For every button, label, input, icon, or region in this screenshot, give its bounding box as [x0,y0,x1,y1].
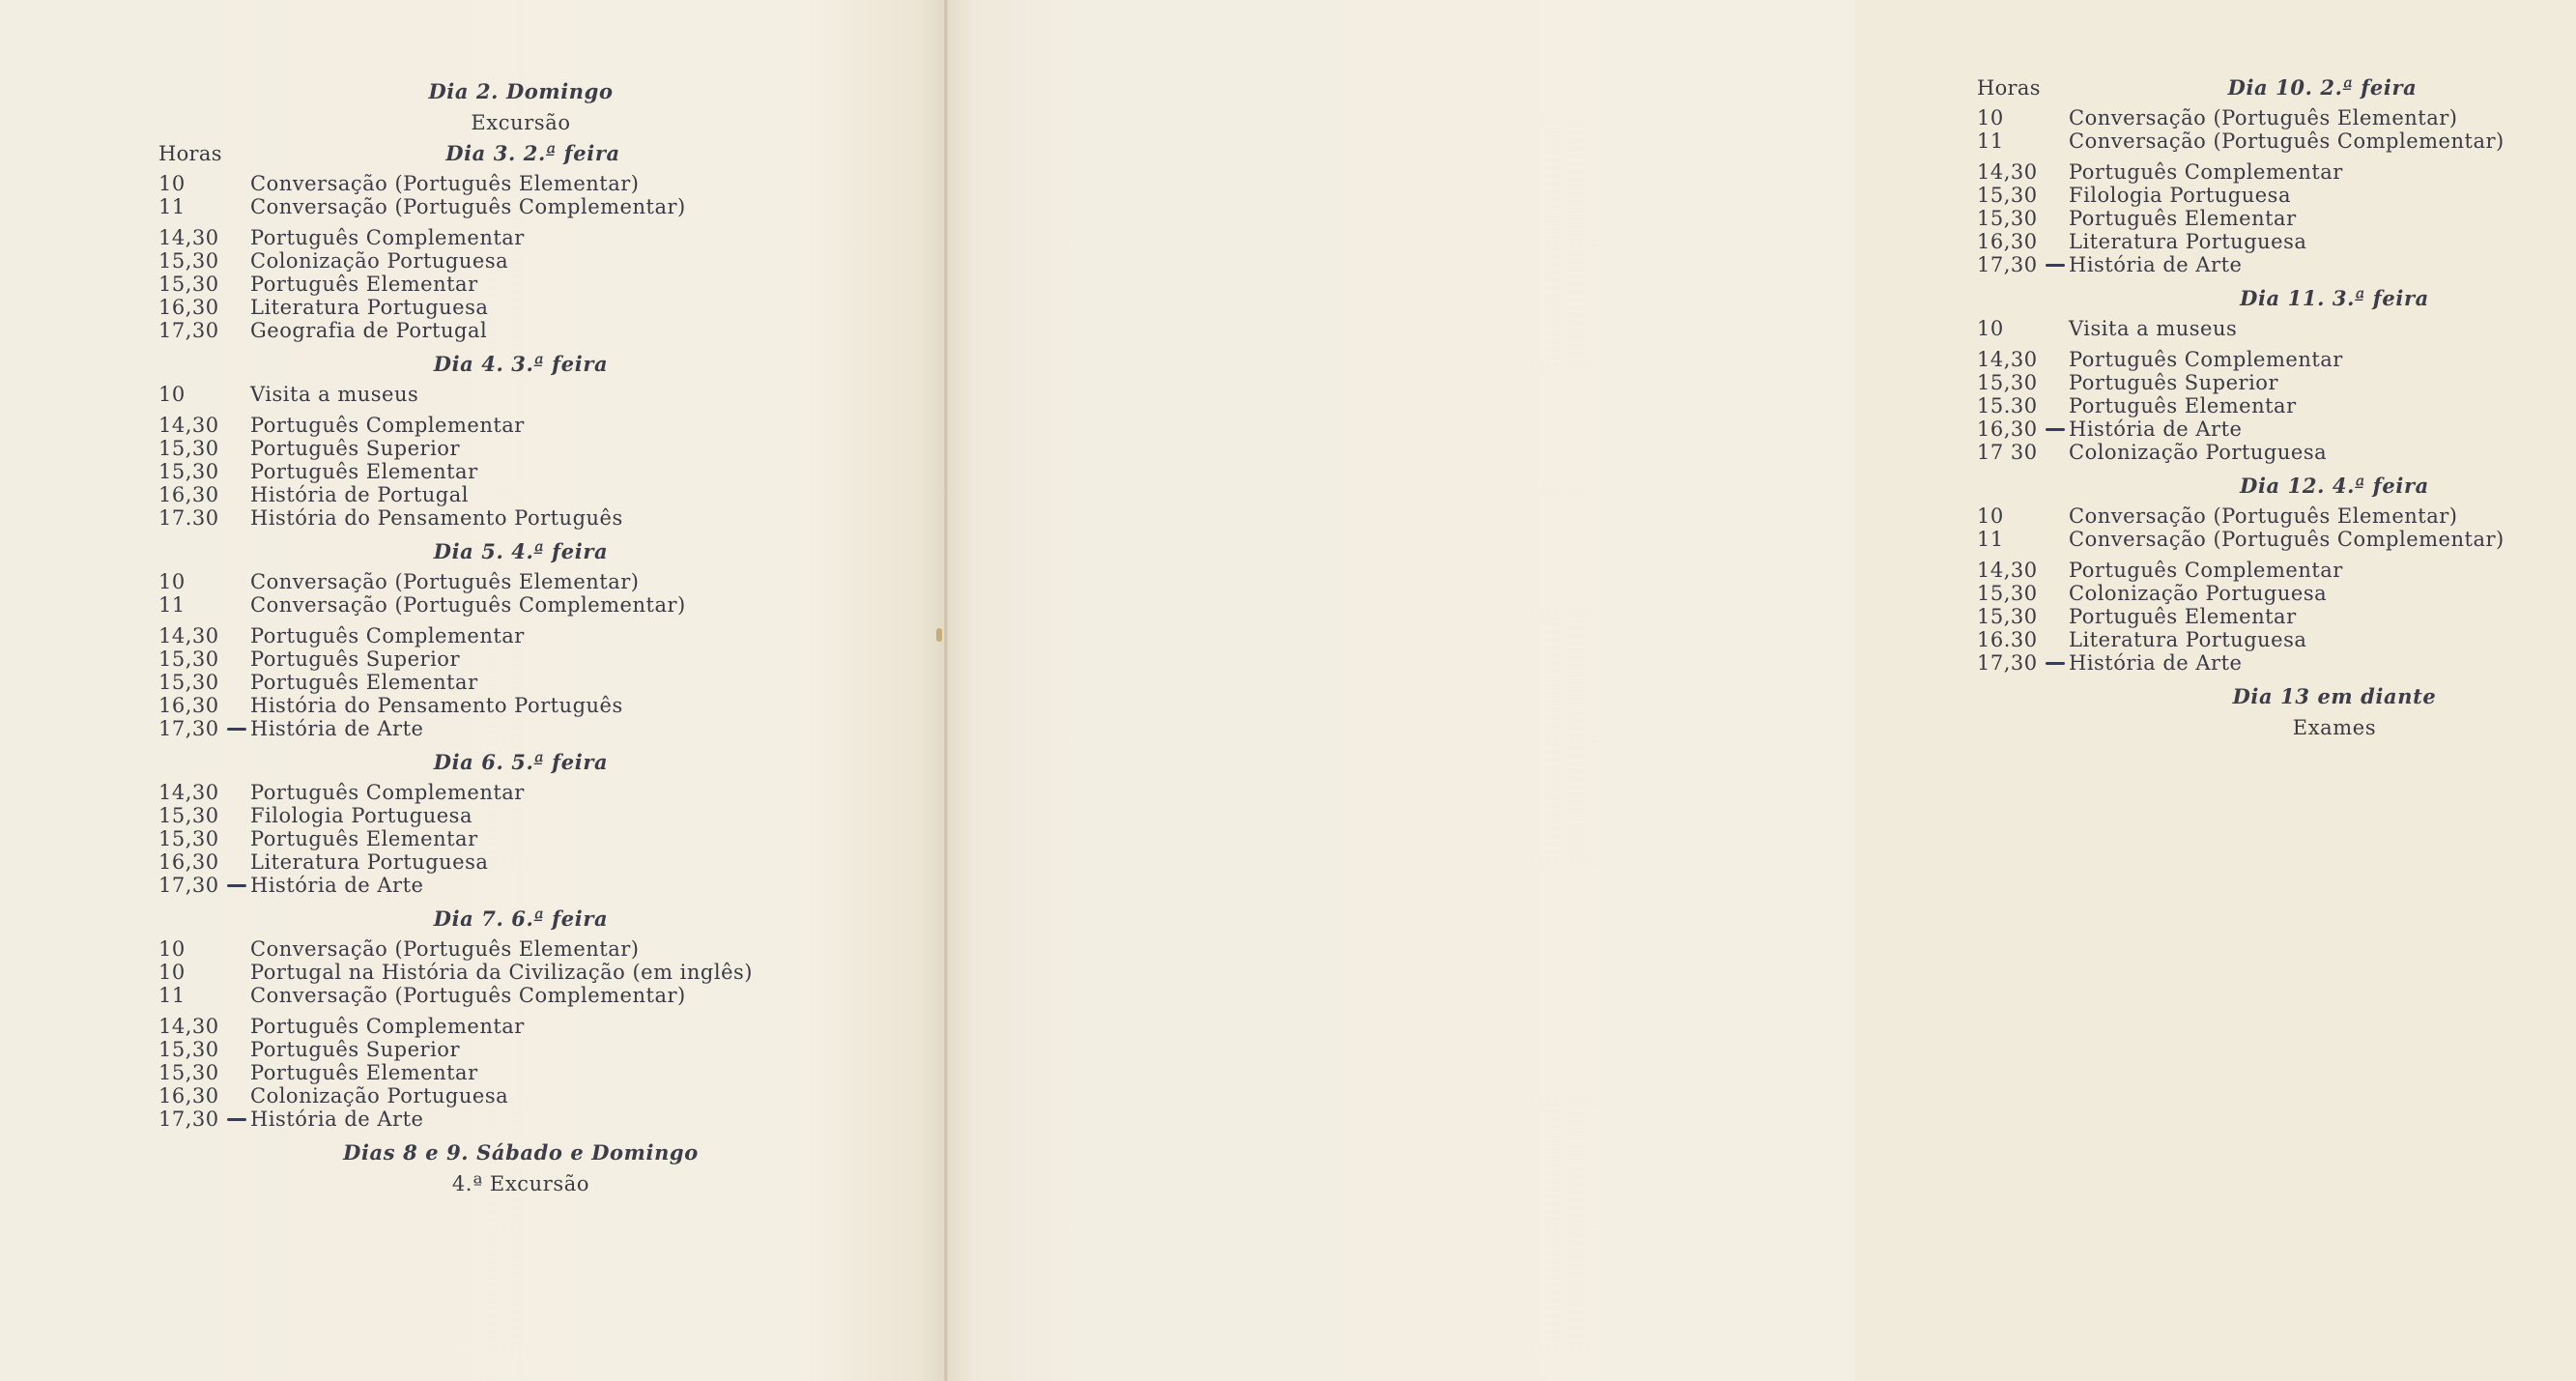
subject-cell: Português Complementar [2069,559,2343,582]
time-cell: 10 [158,172,186,195]
time-cell: 15.30 [1977,394,2038,417]
day-note: Excursão [471,111,571,134]
schedule-row [158,1084,816,1108]
pen-mark [2046,662,2065,665]
schedule-row [1977,253,2576,276]
subject-cell: Português Elementar [250,460,478,483]
schedule-group [158,1015,816,1131]
time-cell: 15,30 [158,827,219,850]
day-heading: Dia 7. 6.ª feira [433,906,609,931]
subject-cell: Literatura Portuguesa [2069,230,2307,253]
subject-cell: Português Elementar [250,1061,478,1084]
schedule-row [158,414,816,437]
schedule-row [158,1108,816,1131]
pen-mark [227,728,246,731]
time-cell: 17,30 [1977,253,2038,276]
schedule-row [1977,160,2576,184]
day-note: Exames [2292,716,2377,739]
day-heading: Dia 2. Domingo [428,79,614,103]
schedule-row [158,827,816,850]
time-cell: 16,30 [158,1084,219,1108]
schedule-row [158,937,816,961]
schedule-row [1977,441,2576,464]
schedule-row [1977,317,2576,340]
time-cell: 16,30 [1977,417,2038,441]
subject-cell: História do Pensamento Português [250,694,623,717]
subject-cell: Português Superior [250,1038,460,1061]
schedule-row [158,506,816,530]
time-cell: 17,30 [158,1108,219,1131]
subject-cell: Português Elementar [2069,394,2297,417]
day-heading: Dia 3. 2.ª feira [445,141,620,165]
time-cell: 10 [1977,106,2004,129]
subject-cell: Colonização Portuguesa [250,1084,509,1108]
day-heading: Dia 6. 5.ª feira [433,750,609,774]
left-schedule [158,77,816,1200]
subject-cell: História de Arte [2069,417,2243,441]
schedule-row [158,694,816,717]
schedule-group [1977,559,2576,675]
subject-cell: Filologia Portuguesa [250,804,472,827]
subject-cell: Conversação (Português Complementar) [2069,528,2504,551]
subject-cell: Português Superior [2069,371,2278,394]
time-cell: 10 [158,937,186,961]
time-cell: 17,30 [1977,651,2038,675]
time-cell: 16,30 [158,850,219,874]
time-cell: 10 [1977,317,2004,340]
column-header [1977,73,2576,102]
binding-stain [936,628,942,642]
schedule-row [1977,230,2576,253]
subject-cell: História de Arte [2069,651,2243,675]
time-cell: 15,30 [158,460,219,483]
schedule-row [158,570,816,593]
subject-cell: Português Elementar [250,827,478,850]
time-cell: 11 [158,593,186,617]
day-heading: Dia 13 em diante [2232,684,2437,708]
left-page [0,0,947,1381]
subject-cell: Conversação (Português Complementar) [250,984,686,1007]
subject-cell: Conversação (Português Complementar) [2069,129,2504,153]
subject-cell: Literatura Portuguesa [2069,628,2307,651]
subject-cell: Português Elementar [250,671,478,694]
subject-cell: Conversação (Português Complementar) [250,195,686,218]
schedule-row [158,874,816,897]
schedule-row [1977,417,2576,441]
schedule-row [1977,559,2576,582]
subject-cell: História de Arte [250,874,424,897]
schedule-row [1977,628,2576,651]
schedule-row [1977,348,2576,371]
subject-cell: Visita a museus [250,383,419,406]
pen-mark [2046,428,2065,431]
time-cell: 15,30 [1977,582,2038,605]
schedule-group [1977,160,2576,276]
schedule-row [1977,184,2576,207]
time-cell: 14,30 [158,414,219,437]
time-cell: 15,30 [158,273,219,296]
schedule-row [158,319,816,342]
subject-cell: História de Arte [250,1108,424,1131]
time-cell: 16,30 [158,694,219,717]
time-cell: 15,30 [158,671,219,694]
subject-cell: Português Elementar [2069,207,2297,230]
subject-cell: Português Elementar [250,273,478,296]
subject-cell: Conversação (Português Elementar) [250,172,640,195]
subject-cell: Português Complementar [250,226,525,249]
time-cell: 15,30 [1977,207,2038,230]
time-cell: 17 30 [1977,441,2038,464]
horas-label: Horas [158,142,222,165]
schedule-group [158,570,816,617]
time-cell: 15,30 [158,437,219,460]
schedule-group [158,383,816,406]
time-cell: 11 [1977,528,2004,551]
time-cell: 10 [158,570,186,593]
schedule-group [1977,317,2576,340]
schedule-group [158,226,816,342]
time-cell: 14,30 [158,1015,219,1038]
time-cell: 14,30 [158,781,219,804]
schedule-row [158,460,816,483]
subject-cell: Português Superior [250,647,460,671]
schedule-row [1977,504,2576,528]
schedule-group [158,624,816,740]
schedule-row [158,296,816,319]
schedule-row [158,383,816,406]
schedule-row [158,647,816,671]
schedule-row [158,226,816,249]
schedule-row [1977,528,2576,551]
day-heading: Dia 12. 4.ª feira [2240,474,2429,498]
subject-cell: História de Portugal [250,483,469,506]
time-cell: 11 [158,195,186,218]
subject-cell: História de Arte [250,717,424,740]
schedule-row [1977,394,2576,417]
subject-cell: Português Complementar [250,1015,525,1038]
day-heading: Dia 10. 2.ª feira [2227,75,2418,100]
day-note: 4.ª Excursão [451,1172,590,1195]
right-schedule [1977,73,2576,744]
time-cell: 16,30 [1977,230,2038,253]
schedule-group [1977,348,2576,464]
schedule-row [158,249,816,273]
time-cell: 14,30 [1977,559,2038,582]
schedule-group [1977,106,2576,153]
day-heading: Dia 11. 3.ª feira [2240,286,2429,310]
subject-cell: História de Arte [2069,253,2243,276]
schedule-group [158,781,816,897]
pen-mark [227,1118,246,1121]
schedule-row [158,1061,816,1084]
subject-cell: Português Elementar [2069,605,2297,628]
horas-label: Horas [1977,76,2041,100]
time-cell: 15,30 [1977,184,2038,207]
schedule-row [158,273,816,296]
time-cell: 17.30 [158,506,219,530]
subject-cell: Português Complementar [250,624,525,647]
schedule-row [1977,605,2576,628]
time-cell: 15,30 [1977,605,2038,628]
schedule-row [1977,207,2576,230]
book-gutter [944,0,948,1381]
time-cell: 16,30 [158,483,219,506]
right-page [947,0,2504,1381]
time-cell: 10 [158,961,186,984]
schedule-row [158,671,816,694]
time-cell: 15,30 [158,1038,219,1061]
time-cell: 17,30 [158,874,219,897]
time-cell: 14,30 [1977,348,2038,371]
time-cell: 15,30 [158,647,219,671]
subject-cell: Colonização Portuguesa [2069,441,2328,464]
subject-cell: Conversação (Português Elementar) [250,570,640,593]
subject-cell: Literatura Portuguesa [250,296,489,319]
time-cell: 11 [1977,129,2004,153]
time-cell: 17,30 [158,717,219,740]
time-cell: 11 [158,984,186,1007]
schedule-group [158,937,816,1007]
subject-cell: Português Complementar [250,781,525,804]
schedule-row [1977,651,2576,675]
schedule-row [158,172,816,195]
subject-cell: Portugal na História da Civilização (em inglês) [250,961,753,984]
time-cell: 14,30 [158,624,219,647]
subject-cell: Conversação (Português Complementar) [250,593,686,617]
schedule-row [158,1015,816,1038]
time-cell: 10 [158,383,186,406]
time-cell: 16,30 [158,296,219,319]
subject-cell: Conversação (Português Elementar) [2069,106,2458,129]
time-cell: 15,30 [1977,371,2038,394]
time-cell: 15,30 [158,804,219,827]
schedule-row [158,593,816,617]
subject-cell: Geografia de Portugal [250,319,488,342]
subject-cell: História do Pensamento Português [250,506,623,530]
pen-mark [2046,264,2065,267]
schedule-row [158,850,816,874]
time-cell: 10 [1977,504,2004,528]
time-cell: 15,30 [158,1061,219,1084]
time-cell: 15,30 [158,249,219,273]
schedule-group [1977,504,2576,551]
column-header [158,139,816,168]
subject-cell: Colonização Portuguesa [250,249,509,273]
day-heading: Dia 5. 4.ª feira [433,539,609,563]
subject-cell: Visita a museus [2069,317,2238,340]
schedule-row [158,195,816,218]
subject-cell: Português Complementar [2069,348,2343,371]
subject-cell: Filologia Portuguesa [2069,184,2291,207]
subject-cell: Literatura Portuguesa [250,850,489,874]
schedule-row [158,961,816,984]
subject-cell: Português Complementar [250,414,525,437]
schedule-row [158,483,816,506]
schedule-row [158,804,816,827]
schedule-row [158,717,816,740]
subject-cell: Português Superior [250,437,460,460]
schedule-row [1977,129,2576,153]
schedule-group [158,172,816,218]
pen-mark [227,884,246,887]
schedule-row [1977,582,2576,605]
time-cell: 14,30 [1977,160,2038,184]
subject-cell: Colonização Portuguesa [2069,582,2328,605]
schedule-row [1977,371,2576,394]
schedule-row [158,624,816,647]
day-heading: Dias 8 e 9. Sábado e Domingo [343,1140,699,1165]
time-cell: 16.30 [1977,628,2038,651]
time-cell: 14,30 [158,226,219,249]
subject-cell: Conversação (Português Elementar) [250,937,640,961]
subject-cell: Conversação (Português Elementar) [2069,504,2458,528]
day-heading: Dia 4. 3.ª feira [433,352,609,376]
schedule-group [158,414,816,530]
schedule-row [158,437,816,460]
schedule-row [158,1038,816,1061]
schedule-row [158,984,816,1007]
schedule-row [1977,106,2576,129]
subject-cell: Português Complementar [2069,160,2343,184]
schedule-row [158,781,816,804]
time-cell: 17,30 [158,319,219,342]
